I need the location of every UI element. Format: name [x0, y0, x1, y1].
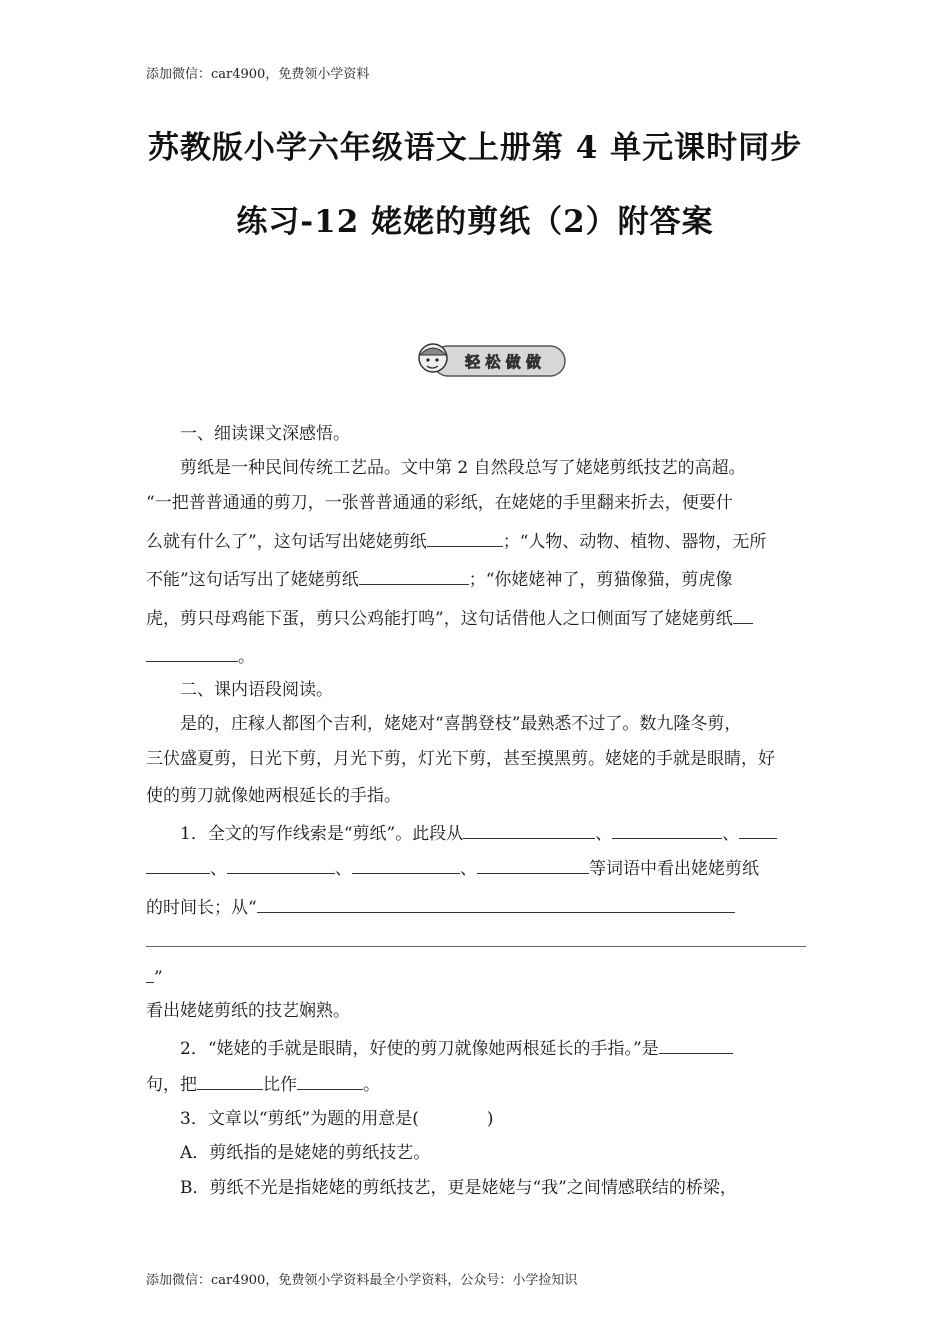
option-b[interactable]: B．剪纸不光是指姥姥的剪纸技艺，更是姥姥与“我”之间情感联结的桥梁，	[180, 1178, 737, 1198]
passage-line-2: 三伏盛夏剪，日光下剪，月光下剪，灯光下剪，甚至摸黑剪。姥姥的手就是眼睛，好	[146, 749, 775, 769]
answer-blank-q1-3b[interactable]	[146, 857, 210, 874]
answer-blank-q2-3[interactable]	[297, 1073, 363, 1090]
header-note: 添加微信：car4900，免费领小学资料	[146, 67, 370, 82]
question-2-line-2	[146, 1073, 810, 1096]
text: 句，把	[146, 1075, 197, 1095]
answer-blank-3a[interactable]	[733, 607, 753, 624]
section1-heading: 一、细读课文深感悟。	[180, 424, 350, 444]
text: 。	[363, 1075, 380, 1095]
badge-text: 轻 松 做 做	[465, 353, 541, 371]
answer-blank-q1-9[interactable]	[146, 966, 154, 983]
answer-blank-q2-2[interactable]	[197, 1073, 263, 1090]
answer-blank-q1-7[interactable]	[257, 896, 735, 913]
passage-line-3: 使的剪刀就像她两根延长的手指。	[146, 786, 401, 806]
section1-line-1: 剪纸是一种民间传统工艺品。文中第 2 自然段总写了姥姥剪纸技艺的高超。	[180, 458, 746, 478]
answer-blank-q1-1[interactable]	[463, 822, 595, 839]
text: ；“人物、动物、植物、器物，无所	[502, 532, 767, 552]
cartoon-eye-left	[426, 358, 429, 361]
answer-blank-q1-8[interactable]	[146, 946, 806, 947]
question-1-line-3	[146, 896, 810, 919]
separator: 、	[335, 859, 352, 879]
answer-blank-q1-5[interactable]	[352, 857, 460, 874]
answer-blank-q2-1[interactable]	[659, 1037, 733, 1054]
easy-practice-badge	[413, 338, 569, 382]
question-2-line-1	[180, 1037, 810, 1060]
section1-line-3	[146, 530, 810, 553]
text: ；“你姥姥神了，剪猫像猫，剪虎像	[468, 570, 733, 590]
footer-note: 添加微信：car4900，免费领小学资料最全小学资料，公众号：小学捡知识	[146, 1273, 578, 1288]
page-title-line-1: 苏教版小学六年级语文上册第 4 单元课时同步	[147, 130, 803, 166]
answer-blank-q1-6[interactable]	[477, 857, 589, 874]
text: 1．全文的写作线索是“剪纸”。此段从	[180, 824, 464, 844]
question-1-line-2	[146, 857, 810, 880]
text: 不能”这句话写出了姥姥剪纸	[146, 570, 359, 590]
question-1-line-1	[180, 822, 810, 845]
separator: 、	[722, 824, 740, 844]
question-3: 3．文章以“剪纸”为题的用意是( )	[180, 1109, 494, 1129]
answer-blank-3b[interactable]	[146, 645, 238, 662]
answer-blank-q1-4[interactable]	[227, 857, 335, 874]
question-1-line-6: 看出姥姥剪纸的技艺娴熟。	[146, 1001, 350, 1021]
answer-blank-2[interactable]	[359, 568, 469, 585]
page-title-line-2: 练习-12 姥姥的剪纸（2）附答案	[236, 204, 714, 240]
text: 等词语中看出姥姥剪纸	[589, 859, 759, 879]
option-a[interactable]: A．剪纸指的是姥姥的剪纸技艺。	[180, 1143, 431, 1163]
text: ”	[154, 968, 163, 988]
answer-blank-q1-3a[interactable]	[739, 822, 777, 839]
section2-heading: 二、课内语段阅读。	[180, 680, 333, 700]
section1-line-4	[146, 568, 810, 591]
text: 的时间长；从“	[146, 898, 257, 918]
text: 虎，剪只母鸡能下蛋，剪只公鸡能打鸣”，这句话借他人之口侧面写了姥姥剪纸	[146, 609, 733, 629]
cartoon-eye-right	[435, 358, 438, 361]
section1-line-5	[146, 607, 810, 630]
separator: 、	[595, 824, 613, 844]
answer-blank-q1-2[interactable]	[612, 822, 722, 839]
section1-line-2: “一把普普通通的剪刀，一张普普通通的彩纸，在姥姥的手里翻来折去，便要什	[146, 493, 733, 513]
answer-blank-1[interactable]	[427, 530, 503, 547]
separator: 、	[460, 859, 477, 879]
text: 。	[238, 647, 255, 667]
passage-line-1: 是的，庄稼人都图个吉利，姥姥对“喜鹊登枝”最熟悉不过了。数九隆冬剪，	[180, 714, 742, 734]
question-1-line-5	[146, 966, 810, 989]
section1-line-6	[146, 645, 810, 668]
text: 比作	[263, 1075, 297, 1095]
text: 么就有什么了”，这句话写出姥姥剪纸	[146, 532, 427, 552]
text: 2．“姥姥的手就是眼睛，好使的剪刀就像她两根延长的手指。”是	[180, 1039, 659, 1059]
separator: 、	[210, 859, 227, 879]
